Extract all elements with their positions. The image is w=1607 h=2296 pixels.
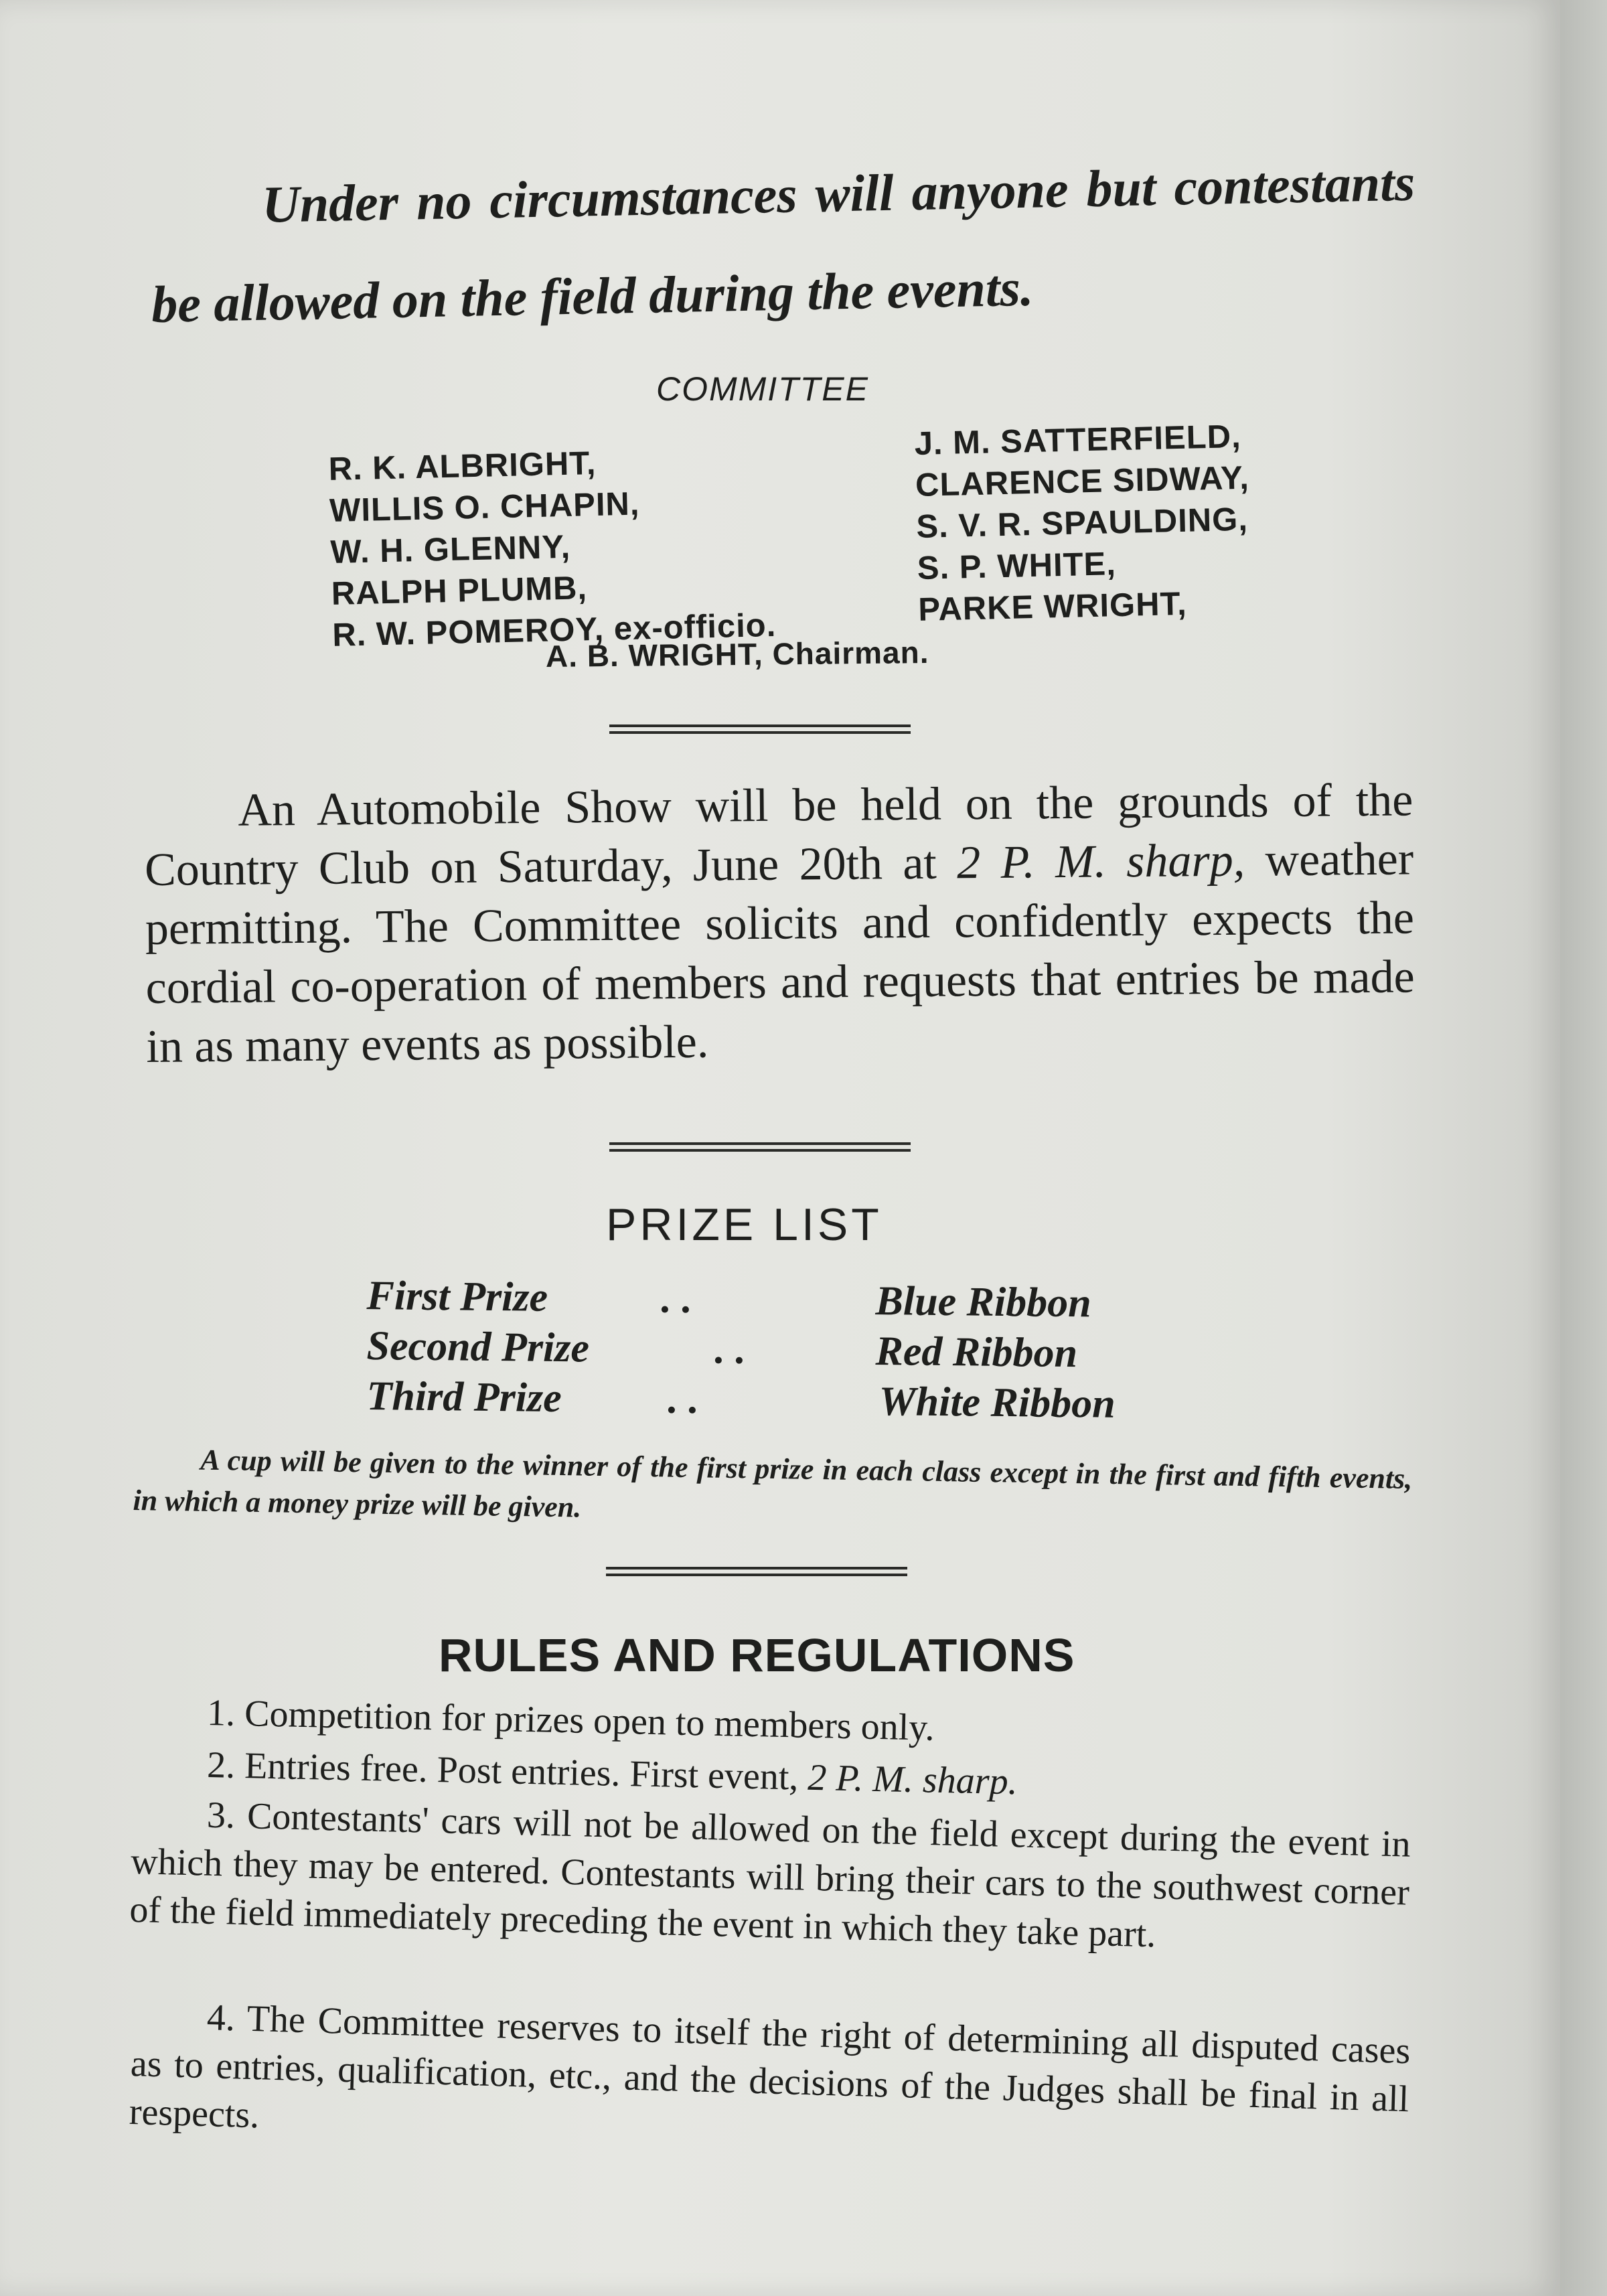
- prize-award: Blue Ribbon: [875, 1278, 1092, 1326]
- rule-4: 4. The Committee reserves to itself the right of determining all disputed cases as to entries, qualification, etc., and the decisions of the Judges shall be final in all respects.: [129, 1997, 1411, 2137]
- committee-member: W. H. GLENNY,: [329, 528, 571, 570]
- announcement-time: 2 P. M. sharp,: [956, 834, 1245, 889]
- committee-member: R. K. ALBRIGHT,: [328, 445, 597, 487]
- section-divider: [609, 1142, 911, 1152]
- committee-heading: COMMITTEE: [656, 370, 869, 408]
- show-announcement: [144, 771, 1415, 1077]
- prize-place: Third Prize: [366, 1373, 562, 1422]
- committee-member: RALPH PLUMB,: [331, 570, 588, 612]
- page-edge: [1560, 0, 1607, 2296]
- prize-award: White Ribbon: [878, 1379, 1116, 1427]
- committee-member: S. P. WHITE,: [917, 546, 1117, 587]
- committee-member: S. V. R. SPAULDING,: [915, 501, 1249, 545]
- committee-right-column: [914, 416, 1253, 631]
- prize-award: Red Ribbon: [875, 1328, 1078, 1377]
- field-notice: Under no circumstances will anyone but contestants be allowed on the field during the events.: [151, 153, 1415, 333]
- prize-place: Second Prize: [366, 1323, 590, 1371]
- leader-dots: . .: [668, 1376, 700, 1423]
- committee-member: CLARENCE SIDWAY,: [915, 459, 1250, 504]
- rule-1: 1. Competition for prizes open to members only.: [206, 1691, 935, 1749]
- prize-place: First Prize: [366, 1273, 548, 1320]
- leader-dots: . .: [714, 1326, 747, 1373]
- committee-member: PARKE WRIGHT,: [917, 585, 1188, 628]
- rule-3: 3. Contestants' cars will not be allowed on the field except during the event in which they may be entered. Contestants will bring their cars to the southwest corner of the field immediately preceding the event in which they take part.: [129, 1794, 1411, 1956]
- rules-title: RULES AND REGULATIONS: [439, 1629, 1075, 1681]
- announcement-text-1: An Automobile Show will be held on the grounds of the Country Club on Saturday, June 20th at: [144, 774, 1413, 896]
- cup-note: A cup will be given to the winner of the first prize in each class except in the first and fifth events, in which a money prize will be given.: [133, 1443, 1413, 1524]
- committee-chairman: A. B. WRIGHT, Chairman.: [545, 635, 929, 674]
- committee-left-column: [328, 439, 777, 656]
- leader-dots: . .: [661, 1276, 693, 1322]
- committee-member: WILLIS O. CHAPIN,: [329, 485, 641, 529]
- committee-member: R. W. POMEROY, ex-officio.: [331, 607, 777, 654]
- prize-list-title: PRIZE LIST: [606, 1199, 883, 1250]
- rule-2-time: 2 P. M. sharp.: [807, 1756, 1018, 1803]
- committee-member: J. M. SATTERFIELD,: [914, 418, 1242, 462]
- section-divider: [606, 1567, 907, 1576]
- announcement-text-2: weather permitting. The Committee solicits and confidently expects the cordial co-operation of members and requests that entries be made in as many events as possible.: [145, 833, 1415, 1073]
- rule-2-text: 2. Entries free. Post entries. First event,: [206, 1744, 809, 1798]
- section-divider: [609, 724, 911, 734]
